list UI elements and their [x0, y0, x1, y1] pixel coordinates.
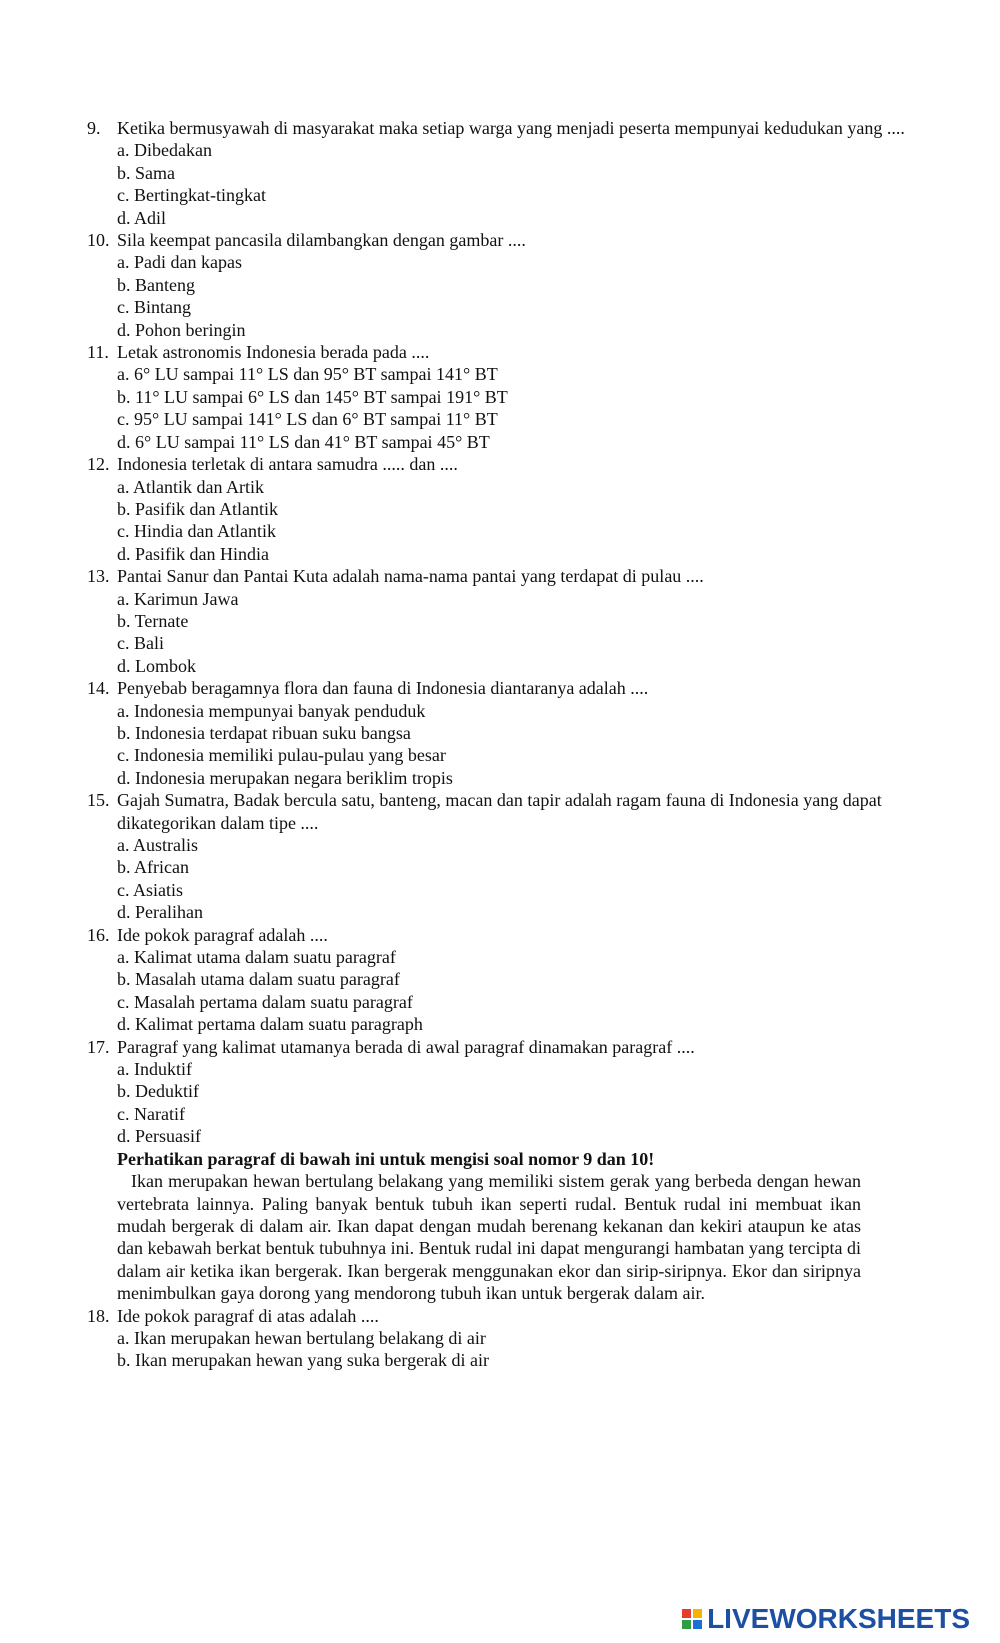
answer-option: b. Ikan merupakan hewan yang suka bergerak di air	[117, 1350, 490, 1371]
answer-option: c. Indonesia memiliki pulau-pulau yang besar	[117, 745, 446, 766]
answer-option: c. 95° LU sampai 141° LS dan 6° BT sampai 11° BT	[117, 409, 498, 430]
answer-option: c. Masalah pertama dalam suatu paragraf	[117, 991, 413, 1012]
liveworksheets-logo	[682, 1603, 970, 1635]
question-text: Indonesia terletak di antara samudra ..... dan ....	[117, 454, 458, 475]
question-number: 15.	[87, 790, 110, 811]
answer-option: a. Dibedakan	[117, 140, 212, 161]
answer-option: c. Hindia dan Atlantik	[117, 521, 276, 542]
question-text: Ide pokok paragraf di atas adalah ....	[117, 1305, 379, 1326]
answer-option: b. Indonesia terdapat ribuan suku bangsa	[117, 722, 411, 743]
answer-option: a. Padi dan kapas	[117, 252, 242, 273]
answer-option: b. Pasifik dan Atlantik	[117, 498, 278, 519]
answer-option: b. 11° LU sampai 6° LS dan 145° BT sampai 191° BT	[117, 386, 508, 407]
answer-option: a. Australis	[117, 835, 198, 855]
answer-option: b. Masalah utama dalam suatu paragraf	[117, 969, 400, 990]
answer-option: a. Karimun Jawa	[117, 588, 239, 609]
question-number: 17.	[87, 1036, 110, 1057]
question-16	[87, 924, 967, 946]
question-number: 18.	[87, 1305, 110, 1326]
question-number: 10.	[87, 230, 110, 251]
question-number: 9.	[87, 118, 101, 138]
question-text: Letak astronomis Indonesia berada pada ....	[117, 342, 430, 363]
question-11	[87, 341, 967, 363]
question-number: 14.	[87, 678, 110, 699]
question-17	[87, 1036, 967, 1058]
question-number: 11.	[87, 342, 109, 363]
worksheet-page	[87, 117, 967, 1372]
answer-option: d. Pasifik dan Hindia	[117, 543, 269, 564]
answer-option: d. Pohon beringin	[117, 319, 246, 340]
answer-option: d. 6° LU sampai 11° LS dan 41° BT sampai 45° BT	[117, 431, 490, 452]
answer-option: d. Lombok	[117, 655, 196, 676]
answer-option: a. Atlantik dan Artik	[117, 476, 264, 497]
answer-option: b. African	[117, 857, 189, 878]
question-text: Paragraf yang kalimat utamanya berada di awal paragraf dinamakan paragraf ....	[117, 1036, 695, 1057]
question-number: 16.	[87, 924, 110, 945]
answer-option: c. Asiatis	[117, 879, 183, 900]
question-text: Sila keempat pancasila dilambangkan dengan gambar ....	[117, 230, 526, 251]
question-9	[87, 117, 967, 139]
question-18	[87, 1305, 967, 1327]
answer-option: a. Indonesia mempunyai banyak penduduk	[117, 700, 426, 721]
answer-option: b. Banteng	[117, 274, 195, 295]
answer-option: a. Ikan merupakan hewan bertulang belakang di air	[117, 1327, 486, 1348]
answer-option: d. Indonesia merupakan negara beriklim tropis	[117, 767, 453, 788]
question-text: Pantai Sanur dan Pantai Kuta adalah nama-nama pantai yang terdapat di pulau ....	[117, 566, 704, 587]
answer-option: c. Naratif	[117, 1103, 185, 1124]
question-15	[87, 789, 967, 834]
answer-option: b. Ternate	[117, 610, 189, 631]
question-text: Ide pokok paragraf adalah ....	[117, 924, 328, 945]
answer-option: c. Bali	[117, 633, 164, 654]
answer-option: b. Sama	[117, 162, 175, 183]
question-14	[87, 677, 967, 699]
question-list-b	[87, 1305, 967, 1372]
question-12	[87, 453, 967, 475]
answer-option: a. Induktif	[117, 1059, 192, 1080]
answer-option: d. Persuasif	[117, 1126, 201, 1147]
question-text: Ketika bermusyawah di masyarakat maka setiap warga yang menjadi peserta mempunyai kedudukan yang ....	[117, 118, 905, 138]
brand-name: LIVEWORKSHEETS	[707, 1603, 970, 1634]
answer-option: d. Adil	[117, 207, 167, 228]
passage-instruction: Perhatikan paragraf di bawah ini untuk mengisi soal nomor 9 dan 10!	[117, 1148, 655, 1169]
question-list-a	[87, 117, 967, 1148]
answer-option: a. 6° LU sampai 11° LS dan 95° BT sampai 141° BT	[117, 364, 498, 385]
answer-option: a. Kalimat utama dalam suatu paragraf	[117, 947, 396, 968]
passage-text: Ikan merupakan hewan bertulang belakang yang memiliki sistem gerak yang berbeda dengan hewan vertebrata lainnya. Paling banyak bentuk tubuh ikan seperti rudal. Bentuk rudal ini membuat ikan mudah bergerak di dalam air. Ikan dapat dengan mudah berenang kekanan dan kekiri ataupun ke atas dan kebawah berkat bentuk tubuhnya ini. Bentuk rudal ini dapat mengurangi hambatan yang tercipta di dalam air ketika ikan bergerak. Ikan bergerak menggunakan ekor dan sirip-siripnya. Ekor dan siripnya menimbulkan gaya dorong yang mendorong tubuh ikan untuk bergerak dalam air.	[117, 1171, 861, 1304]
answer-option: c. Bintang	[117, 297, 191, 318]
question-number: 12.	[87, 454, 110, 475]
answer-option: c. Bertingkat-tingkat	[117, 185, 266, 206]
answer-option: b. Deduktif	[117, 1081, 199, 1102]
answer-option: d. Kalimat pertama dalam suatu paragraph	[117, 1014, 423, 1035]
logo-grid-icon	[682, 1609, 702, 1629]
question-10	[87, 229, 967, 251]
question-13	[87, 565, 967, 587]
question-text: Gajah Sumatra, Badak bercula satu, banteng, macan dan tapir adalah ragam fauna di Indonesia yang dapat dikategorikan dalam tipe ....	[117, 790, 882, 833]
question-number: 13.	[87, 566, 110, 587]
answer-option: d. Peralihan	[117, 902, 203, 923]
question-text: Penyebab beragamnya flora dan fauna di Indonesia diantaranya adalah ....	[117, 678, 649, 699]
